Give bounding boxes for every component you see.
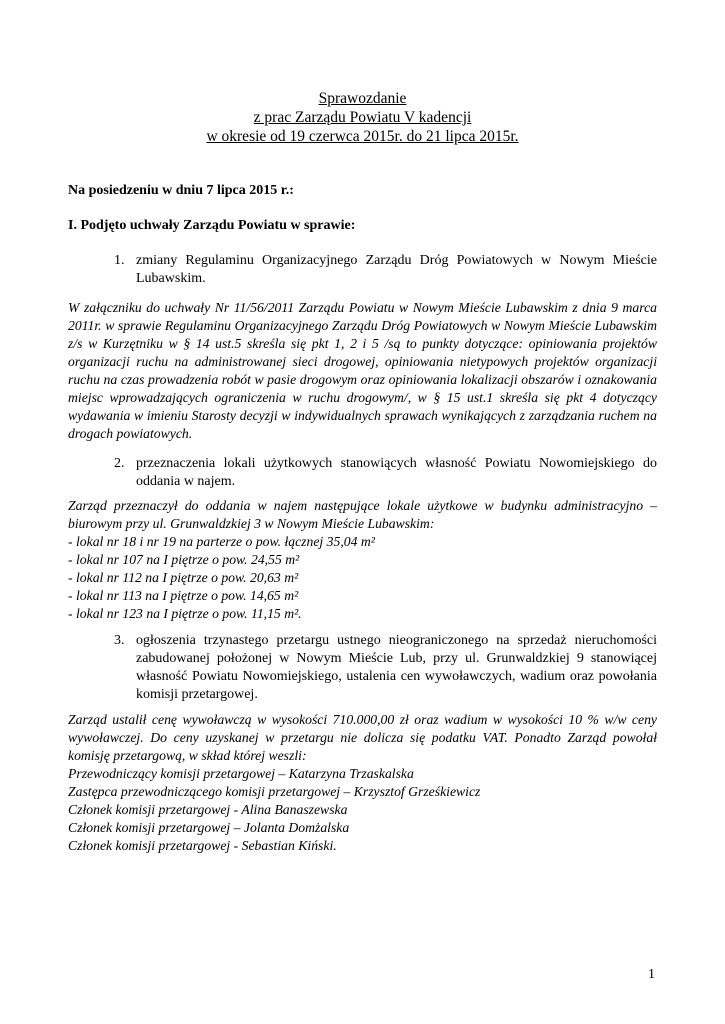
premises-line: - lokal nr 112 na I piętrze o pow. 20,63 m²	[68, 570, 299, 585]
title-line-1: Sprawozdanie	[318, 90, 407, 107]
note-paragraph	[68, 497, 657, 623]
committee-line: Członek komisji przetargowej – Jolanta Domżalska	[68, 820, 350, 835]
committee-line: Zastępca przewodniczącego komisji przetargowej – Krzysztof Grześkiewicz	[68, 784, 481, 799]
section-heading: I. Podjęto uchwały Zarządu Powiatu w sprawie:	[68, 218, 356, 233]
note-text: Zarząd ustalił cenę wywoławczą w wysokości 710.000,00 zł oraz wadium w wysokości 10 % w/w ceny wywoławczej. Do ceny uzyskanej w przetargu nie dolicza się podatku VAT. Ponadto Zarząd powołał komisję przetargową, w skład której weszli:	[68, 712, 657, 763]
list-item-number: 2.	[114, 456, 125, 471]
note-text: W załączniku do uchwały Nr 11/56/2011 Zarządu Powiatu w Nowym Mieście Lubawskim z dnia 9 marca 2011r. w sprawie Regulaminu Organizacyjnego Zarządu Dróg Powiatowych w Nowym Mieście Lubawskim z/s w Kurzętniku w § 14 ust.5 skreśla się pkt 1, 2 i 5 /są to punkty dotyczące: opiniowania projektów organizacji ruchu na administrowanej sieci drogowej, opiniowania nietypowych projektów organizacji ruchu na czas prowadzenia robót w pasie drogowym oraz opiniowania lokalizacji obszarów i oznakowania miejsc wprowadzających ograniczenia w ruchu drogowym/, w § 15 ust.1 skreśla się pkt 4 dotyczący wydawania w imieniu Starosty decyzji w indywidualnych sprawach wynikających z zarządzania ruchem na drogach powiatowych.	[68, 300, 657, 441]
title-line-2: z prac Zarządu Powiatu V kadencji	[253, 109, 472, 126]
premises-line: - lokal nr 123 na I piętrze o pow. 11,15 m².	[68, 606, 302, 621]
list-item-number: 1.	[114, 253, 125, 268]
premises-list	[68, 533, 657, 623]
note-paragraph	[68, 711, 657, 855]
report-title	[0, 89, 725, 146]
list-item-text: ogłoszenia trzynastego przetargu ustnego nieograniczonego na sprzedaż nieruchomości zabudowanej położonej w Nowym Mieście Lub, przy ul. Grunwaldzkiej 9 stanowiącej własność Powiatu Nowomiejskiego, ustalenia cen wywoławczych, wadium oraz powołania komisji przetargowej.	[136, 633, 657, 702]
list-item	[114, 455, 657, 491]
committee-line: Członek komisji przetargowej - Sebastian Kiński.	[68, 838, 337, 853]
premises-line: - lokal nr 107 na I piętrze o pow. 24,55 m²	[68, 552, 300, 567]
note-text: Zarząd przeznaczył do oddania w najem następujące lokale użytkowe w budynku administracyjno – biurowym przy ul. Grunwaldzkiej 3 w Nowym Mieście Lubawskim:	[68, 498, 657, 531]
note-paragraph	[68, 299, 657, 443]
premises-line: - lokal nr 113 na I piętrze o pow. 14,65 m²	[68, 588, 299, 603]
list-item-text: przeznaczenia lokali użytkowych stanowiących własność Powiatu Nowomiejskiego do oddania w najem.	[136, 456, 657, 489]
committee-line: Przewodniczący komisji przetargowej – Katarzyna Trzaskalska	[68, 766, 414, 781]
title-line-3: w okresie od 19 czerwca 2015r. do 21 lipca 2015r.	[206, 128, 519, 145]
list-item-text: zmiany Regulaminu Organizacyjnego Zarządu Dróg Powiatowych w Nowym Mieście Lubawskim.	[136, 253, 657, 286]
list-item	[114, 252, 657, 288]
page-number: 1	[648, 967, 655, 982]
list-item-number: 3.	[114, 633, 125, 648]
session-heading: Na posiedzeniu w dniu 7 lipca 2015 r.:	[68, 183, 294, 198]
list-item	[114, 632, 657, 704]
committee-list	[68, 765, 657, 855]
committee-line: Członek komisji przetargowej - Alina Banaszewska	[68, 802, 348, 817]
premises-line: - lokal nr 18 i nr 19 na parterze o pow. łącznej 35,04 m²	[68, 534, 375, 549]
